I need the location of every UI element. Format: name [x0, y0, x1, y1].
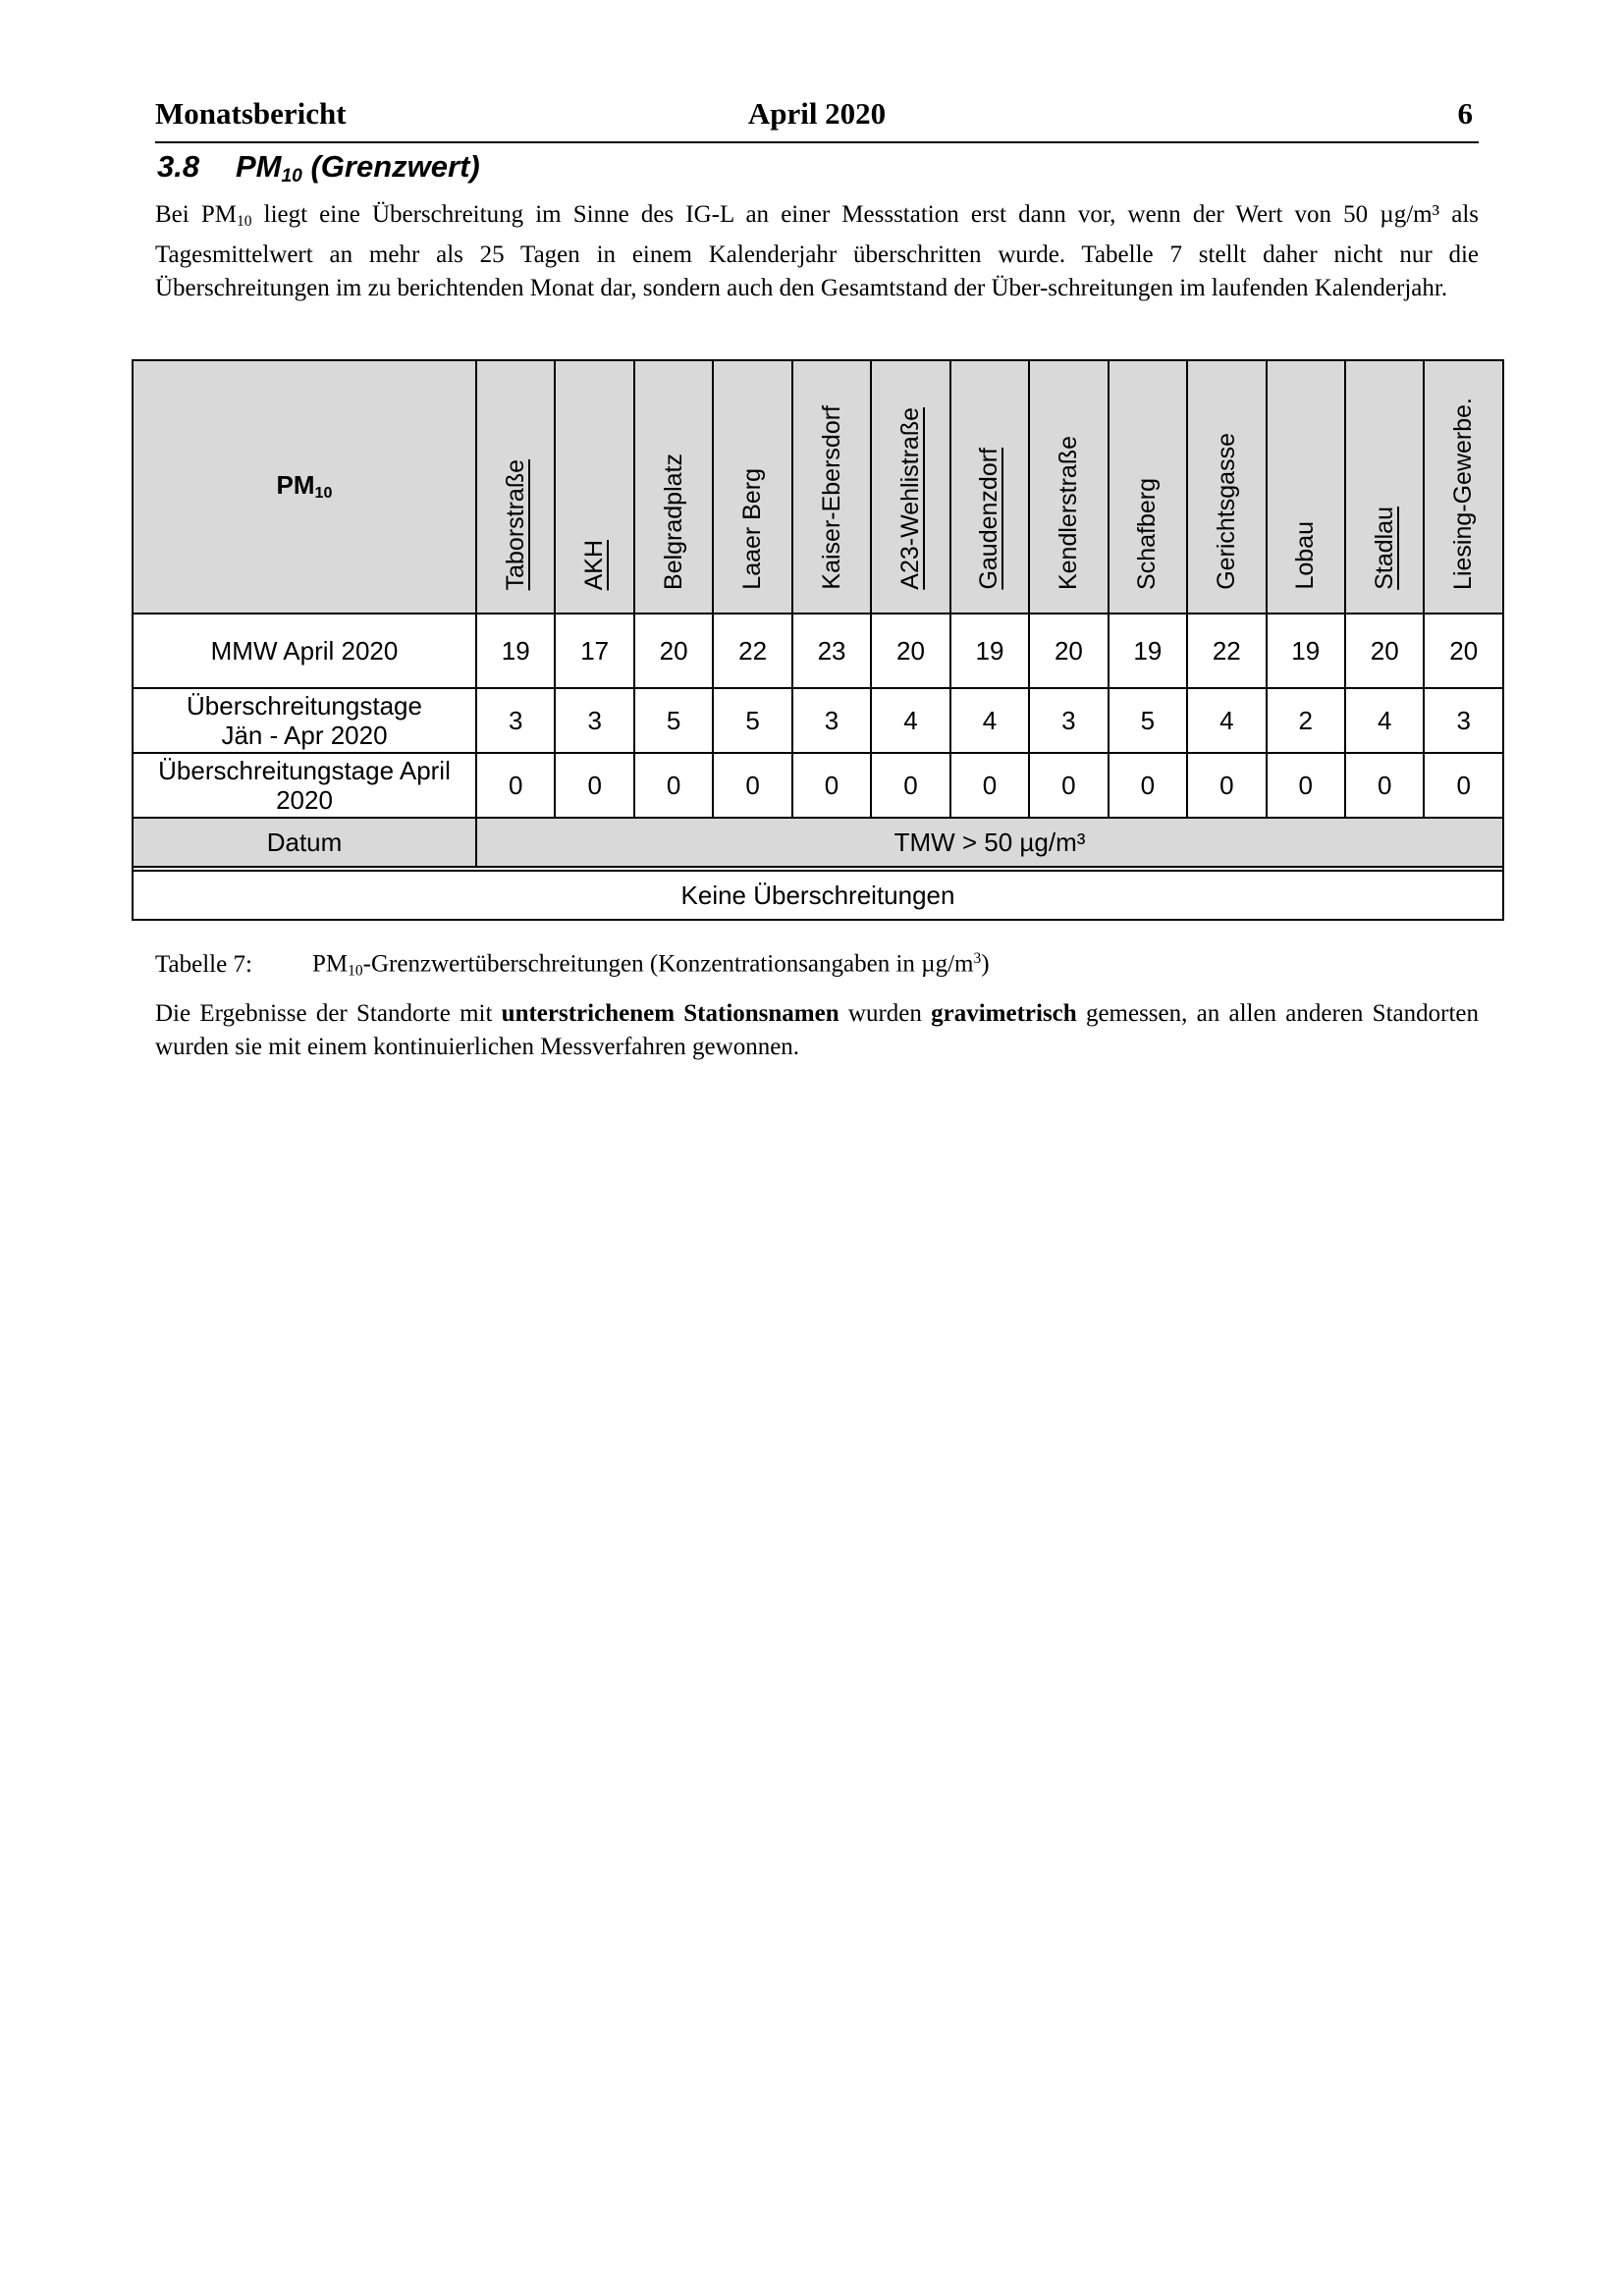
table-cell: 0 [713, 753, 791, 818]
note-text-3: gemessen, an allen anderen Standorten wurden sie mit einem kontinuierlichen Messverfahren gewonnen. [155, 1000, 1479, 1060]
station-header [1267, 360, 1345, 614]
row-label-line2: 2020 [276, 785, 333, 815]
station-name: Stadlau [1370, 507, 1398, 590]
table-cell: 20 [871, 614, 949, 688]
row-label-line1: Überschreitungstage April [158, 756, 451, 785]
table-cell: 4 [1187, 688, 1266, 753]
station-name: Gerichtsgasse [1212, 433, 1240, 590]
page-number: 6 [1457, 96, 1473, 131]
table-cell: 0 [1109, 753, 1187, 818]
table-row [133, 614, 1503, 688]
station-header [871, 360, 949, 614]
table-cell: 19 [1109, 614, 1187, 688]
table-cell: 20 [1345, 614, 1424, 688]
intro-paragraph [155, 198, 1479, 305]
table-cell: 3 [792, 688, 871, 753]
intro-sub: 10 [236, 212, 252, 230]
note-bold-2: gravimetrisch [931, 1000, 1077, 1027]
table-cell: 0 [792, 753, 871, 818]
table-cell: 3 [1029, 688, 1108, 753]
caption-text-2: -Grenzwertüberschreitungen (Konzentrationsangaben in µg/m [362, 950, 974, 978]
table-cell: 4 [871, 688, 949, 753]
station-name: Belgradplatz [659, 454, 687, 590]
station-name: Liesing-Gewerbe. [1449, 398, 1478, 590]
table-cell: 5 [1109, 688, 1187, 753]
report-month: April 2020 [747, 96, 887, 131]
row-label-line1: Überschreitungstage [187, 691, 422, 721]
caption-text-1: PM [312, 950, 349, 978]
corner-sub: 10 [314, 484, 333, 503]
table-cell: 22 [1187, 614, 1266, 688]
section-title-rest: (Grenzwert) [301, 149, 480, 184]
station-name: Schafberg [1133, 478, 1162, 590]
station-header [713, 360, 791, 614]
station-name: Gaudenzdorf [975, 448, 1003, 590]
caption-text-3: ) [981, 950, 990, 978]
table-cell: 0 [871, 753, 949, 818]
station-header [1029, 360, 1108, 614]
table-row [133, 753, 1503, 818]
station-header [950, 360, 1029, 614]
table-cell: 0 [950, 753, 1029, 818]
table-cell: 3 [476, 688, 555, 753]
table-cell: 23 [792, 614, 871, 688]
table-cell: 3 [555, 688, 633, 753]
tmw-label: TMW > 50 µg/m³ [476, 818, 1503, 867]
table-cell: 0 [476, 753, 555, 818]
station-name: Taborstraße [501, 458, 529, 590]
station-header [634, 360, 713, 614]
table-cell: 0 [1267, 753, 1345, 818]
section-title-sub: 10 [281, 165, 302, 187]
table-cell: 0 [634, 753, 713, 818]
station-header [1109, 360, 1187, 614]
station-header [1345, 360, 1424, 614]
report-title: Monatsbericht [155, 96, 347, 131]
station-name: Laaer Berg [738, 468, 767, 590]
table-cell: 17 [555, 614, 633, 688]
station-name: Kendlerstraße [1054, 435, 1082, 590]
intro-text-2: liegt eine Überschreitung im Sinne des IG-L an einer Messstation erst dann vor, wenn der Wert von 50 µg/m³ als Tagesmittelwert an mehr als 25 Tagen in einem Kalenderjahr überschritten wurde. Tabelle 7 stellt daher nicht nur die Überschreitungen im zu berichtenden Monat dar, sondern auch den Gesamtstand der Über-schreitungen im laufenden Kalenderjahr. [155, 201, 1479, 301]
table-cell: 2 [1267, 688, 1345, 753]
table-cell: 20 [1424, 614, 1503, 688]
station-name: A23-Wehlistraße [895, 407, 924, 590]
row-label [133, 688, 476, 753]
intro-text-1: Bei PM [155, 201, 237, 228]
table-header-row [133, 360, 1503, 614]
table-caption [155, 950, 990, 980]
row-label-line1: MMW April 2020 [210, 636, 399, 666]
section-number: 3.8 [157, 149, 200, 184]
table-cell: 19 [950, 614, 1029, 688]
section-heading [157, 149, 480, 187]
page-header [155, 96, 1479, 143]
caption-label: Tabelle 7: [155, 950, 252, 978]
table-cell: 5 [634, 688, 713, 753]
caption-sub: 10 [348, 962, 363, 980]
table-cell: 19 [1267, 614, 1345, 688]
note-text-1: Die Ergebnisse der Standorte mit [155, 1000, 502, 1027]
table-cell: 3 [1424, 688, 1503, 753]
note-text-2: wurden [839, 1000, 932, 1027]
station-name: Lobau [1291, 521, 1320, 590]
no-exceed-row [133, 871, 1503, 920]
table-cell: 4 [950, 688, 1029, 753]
table-cell: 20 [634, 614, 713, 688]
table-cell: 0 [1424, 753, 1503, 818]
corner-main: PM [276, 470, 315, 501]
table-cell: 5 [713, 688, 791, 753]
table-corner [133, 360, 476, 614]
note-paragraph [155, 997, 1479, 1064]
station-header [555, 360, 633, 614]
pm10-table [132, 359, 1504, 921]
table-cell: 0 [555, 753, 633, 818]
caption-sup: 3 [973, 950, 982, 967]
station-header [1424, 360, 1503, 614]
table-cell: 0 [1345, 753, 1424, 818]
table-row [133, 688, 1503, 753]
table-cell: 4 [1345, 688, 1424, 753]
station-header [792, 360, 871, 614]
table-cell: 22 [713, 614, 791, 688]
table-cell: 0 [1029, 753, 1108, 818]
station-name: AKH [580, 539, 609, 590]
station-name: Kaiser-Ebersdorf [817, 405, 845, 590]
no-exceed-text: Keine Überschreitungen [133, 871, 1503, 920]
station-header [1187, 360, 1266, 614]
row-label [133, 753, 476, 818]
table-cell: 20 [1029, 614, 1108, 688]
row-label [133, 614, 476, 688]
note-bold-1: unterstrichenem Stationsnamen [501, 1000, 839, 1027]
table-cell: 0 [1187, 753, 1266, 818]
section-title-main: PM [236, 149, 282, 184]
row-label-line2: Jän - Apr 2020 [221, 721, 388, 750]
datum-label: Datum [133, 818, 476, 867]
datum-row [133, 818, 1503, 867]
station-header [476, 360, 555, 614]
table-cell: 19 [476, 614, 555, 688]
